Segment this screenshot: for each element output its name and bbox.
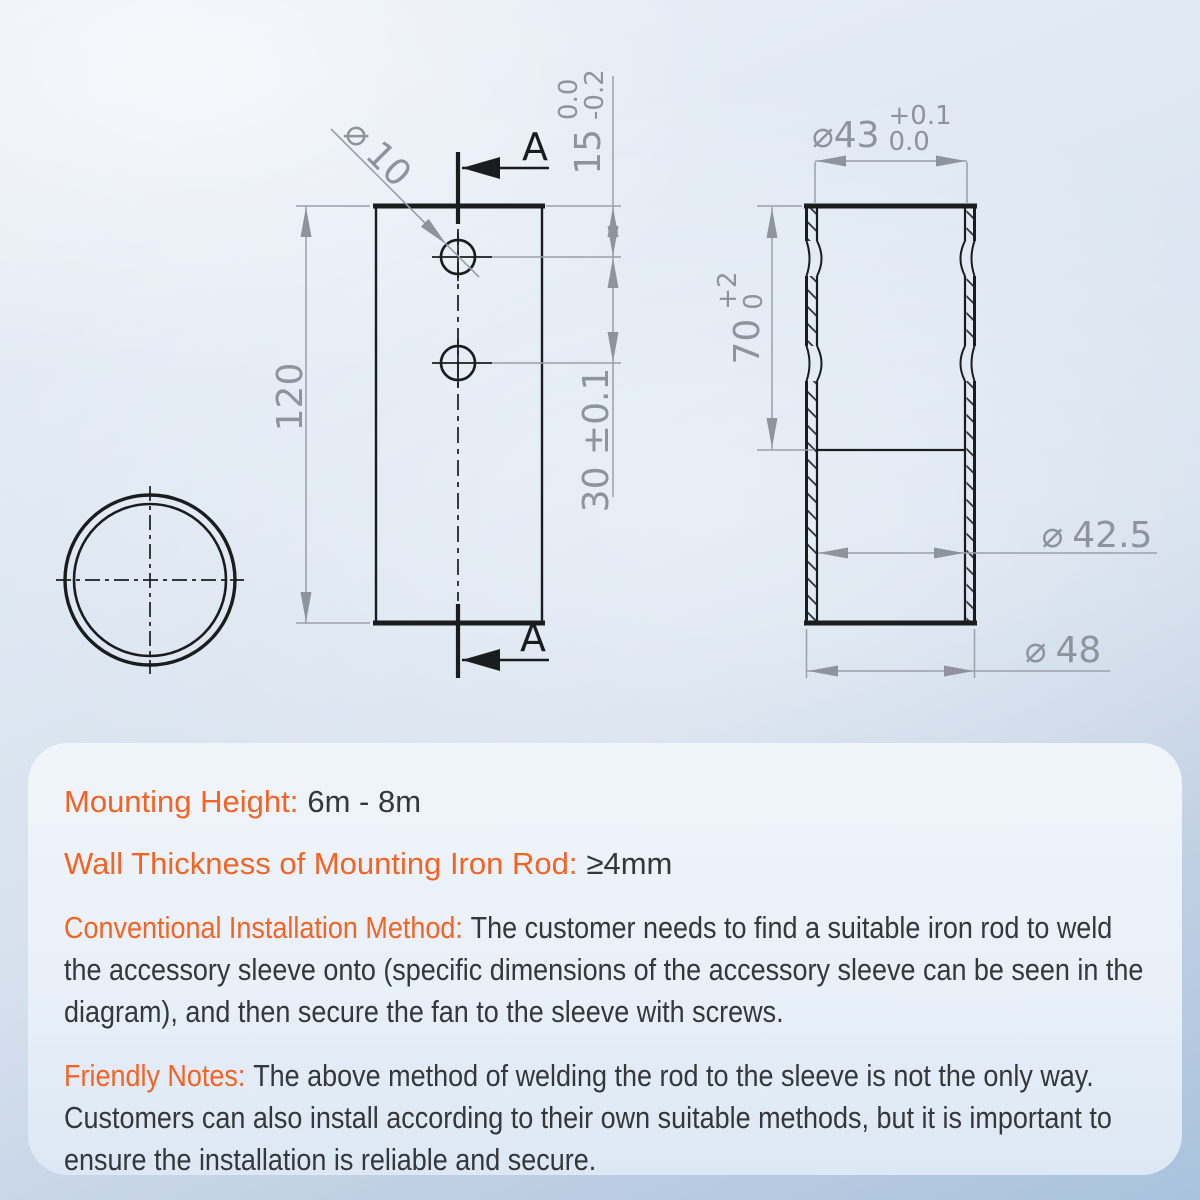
- dim-15-tol-upper: 0.0: [554, 78, 584, 120]
- dim-first-hole-offset: [556, 69, 608, 175]
- tube-cross-section-circle: [56, 486, 244, 674]
- note-value: The customer needs to find a suitable iron rod to weld the accessory sleeve onto (specific dimensions of the accessory sleeve can be seen in the diagram), and then secure the fan to the sleeve with screws.: [64, 910, 1144, 1029]
- section-arrow-top: [462, 157, 500, 179]
- note-label: Wall Thickness of Mounting Iron Rod:: [64, 846, 578, 881]
- section-label-bottom: A: [520, 616, 546, 660]
- dim-15-value: 15: [568, 128, 609, 175]
- section-label-top: A: [522, 125, 548, 169]
- section-view-tube: [804, 206, 977, 623]
- dim-top-inner-diameter: [812, 103, 952, 155]
- note-value: The above method of welding the rod to the sleeve is not the only way. Customers can also install according to their own suitable methods, but it is important to ensure the installation is reliable and secure.: [64, 1058, 1112, 1177]
- dim-43-value-row: [812, 117, 880, 155]
- note-installation-method: [64, 907, 1147, 1033]
- dim-insertion-depth: [715, 271, 767, 364]
- notes-panel: [28, 743, 1182, 1175]
- dim-15-tolerance: [556, 69, 608, 120]
- dim-42-5-value: 42.5: [1072, 515, 1153, 556]
- dim-plate-height: [272, 363, 310, 432]
- dim-70-tol-upper: +2: [713, 271, 743, 310]
- dim-10-value: 10: [357, 133, 419, 196]
- dim-120-value: 120: [270, 362, 311, 432]
- note-label: Conventional Installation Method:: [64, 910, 463, 945]
- diameter-symbol: ⌀: [1041, 515, 1064, 556]
- dim-outer-diameter: [1025, 632, 1102, 670]
- note-value: ≥4mm: [586, 846, 673, 881]
- diameter-symbol: ⌀: [812, 115, 834, 156]
- dim-48-value: 48: [1055, 630, 1102, 671]
- note-mounting-height: [64, 781, 1146, 823]
- wall-hole-breaks: [807, 241, 975, 381]
- dim-70-tolerance: [715, 271, 767, 309]
- note-label: Mounting Height:: [64, 784, 299, 819]
- dim-70-value: 70: [727, 318, 768, 365]
- dim-43-tol-upper: +0.1: [888, 101, 952, 131]
- dim-70-tol-lower: 0: [739, 293, 769, 310]
- dim-inner-diameter: [1042, 517, 1153, 555]
- dim-43-tol-lower: 0.0: [888, 127, 930, 157]
- note-value: 6m - 8m: [307, 784, 422, 819]
- note-wall-thickness: [64, 843, 1146, 885]
- front-view-plate: [373, 205, 545, 624]
- note-label: Friendly Notes:: [64, 1058, 246, 1093]
- dim-43-value: 43: [833, 115, 880, 156]
- dim-hole-spacing: [578, 368, 616, 513]
- diameter-symbol: ⌀: [1024, 630, 1047, 671]
- dim-30-value: 30 ±0.1: [576, 367, 617, 513]
- section-arrow-bottom: [462, 649, 500, 671]
- dim-43-tolerance: [889, 103, 952, 155]
- diameter-symbol: ⌀: [335, 112, 381, 157]
- dim-15-tol-lower: -0.2: [580, 69, 610, 120]
- note-friendly-notes: [64, 1055, 1147, 1181]
